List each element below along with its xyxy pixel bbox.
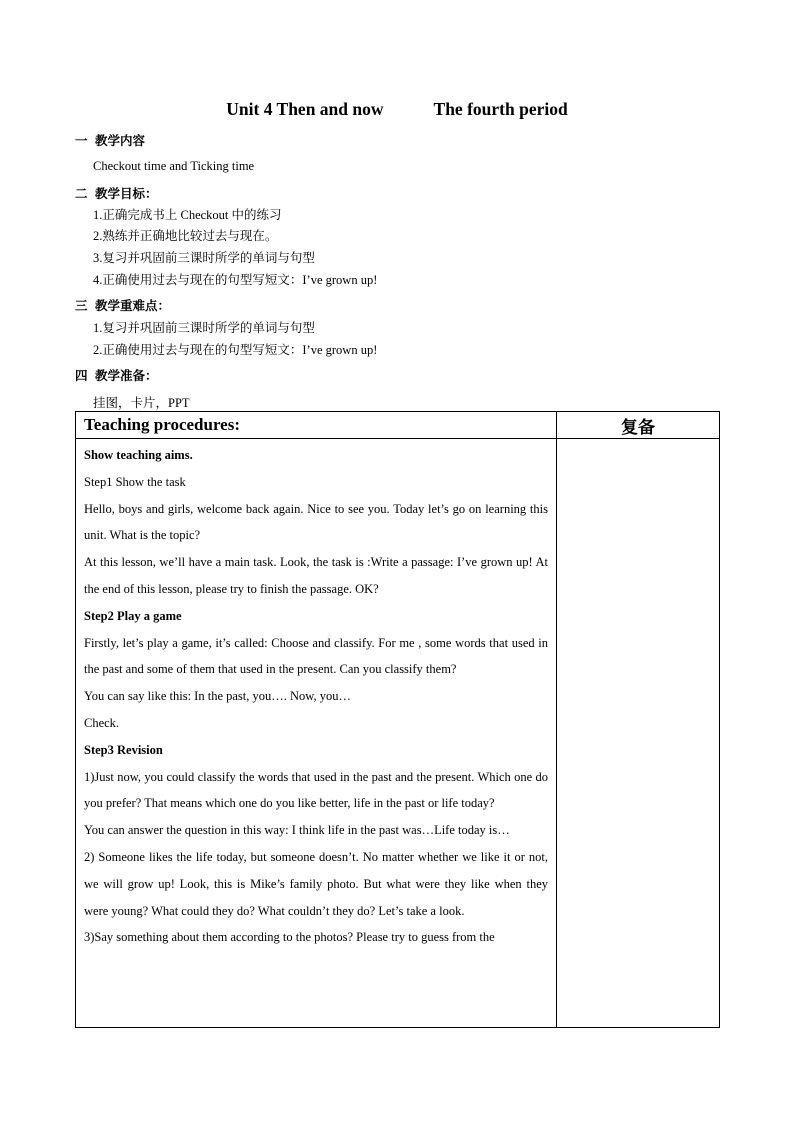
- section-2-line: 2.熟练并正确地比较过去与现在。: [93, 229, 278, 243]
- paragraph-heading: Step3 Revision: [84, 742, 163, 757]
- teaching-procedures-table: [75, 411, 720, 1028]
- paragraph: At this lesson, we’ll have a main task. Look, the task is :Write a passage: I’ve grown up! At the end of this lesson, please try to finish the passage. OK?: [84, 555, 548, 596]
- section-2-line: 3.复习并巩固前三课时所学的单词与句型: [93, 251, 315, 265]
- section-1-line: Checkout time and Ticking time: [93, 159, 255, 173]
- section-3-line: 2.正确使用过去与现在的句型写短文：I’ve grown up!: [93, 343, 378, 357]
- paragraph-heading: Show teaching aims.: [84, 448, 193, 462]
- section-number: 二: [75, 187, 88, 201]
- section-title: 教学重难点：: [95, 299, 171, 313]
- section-2-heading: [75, 184, 158, 202]
- section-2-line: 1.正确完成书上 Checkout 中的练习: [93, 208, 282, 222]
- title-period: The fourth period: [433, 99, 568, 119]
- paragraph: You can say like this: In the past, you…. Now, you…: [84, 689, 351, 704]
- section-title: 教学目标：: [95, 187, 158, 201]
- section-3-heading: [75, 296, 170, 314]
- review-notes-header: 复备: [557, 412, 720, 439]
- section-1-heading: [75, 131, 145, 149]
- procedures-cell: [76, 439, 557, 1028]
- paragraph: 3)Say something about them according to the photos? Please try to guess from the: [84, 930, 495, 945]
- section-number: 一: [75, 134, 88, 148]
- section-3-line: 1.复习并巩固前三课时所学的单词与句型: [93, 321, 315, 335]
- paragraph-heading: Step2 Play a game: [84, 608, 182, 623]
- teaching-procedures-header: Teaching procedures:: [76, 412, 557, 439]
- section-2-line: 4.正确使用过去与现在的句型写短文：I’ve grown up!: [93, 273, 378, 287]
- section-number: 四: [75, 369, 88, 383]
- review-notes-cell: [557, 439, 720, 1028]
- page-title: [0, 99, 794, 120]
- paragraph: Hello, boys and girls, welcome back again. Nice to see you. Today let’s go on learning this unit. What is the topic?: [84, 501, 548, 543]
- section-number: 三: [75, 299, 88, 313]
- title-unit: Unit 4 Then and now: [226, 99, 384, 119]
- paragraph: 1)Just now, you could classify the words that used in the past and the present. Which one do you prefer? That means which one do you like better, life in the past or life today?: [84, 769, 548, 811]
- paragraph: Step1 Show the task: [84, 474, 186, 489]
- paragraph: Check.: [84, 715, 120, 730]
- paragraph: Firstly, let’s play a game, it’s called: Choose and classify. For me , some words that used in the past and some of them that used in the present. Can you classify them?: [84, 635, 548, 677]
- section-4-heading: [75, 366, 158, 384]
- section-4-line: 挂图，卡片，PPT: [93, 396, 190, 410]
- section-title: 教学内容: [95, 134, 146, 148]
- paragraph: You can answer the question in this way: I think life in the past was…Life today is…: [84, 823, 510, 838]
- section-title: 教学准备：: [95, 369, 158, 383]
- table-header-row: [76, 412, 720, 439]
- paragraph: 2) Someone likes the life today, but someone doesn’t. No matter whether we like it or not, we will grow up! Look, this is Mike’s family photo. But what were they like when they were young? What could they do? What couldn’t they do? Let’s take a look.: [84, 849, 548, 918]
- table-body-row: [76, 439, 720, 1028]
